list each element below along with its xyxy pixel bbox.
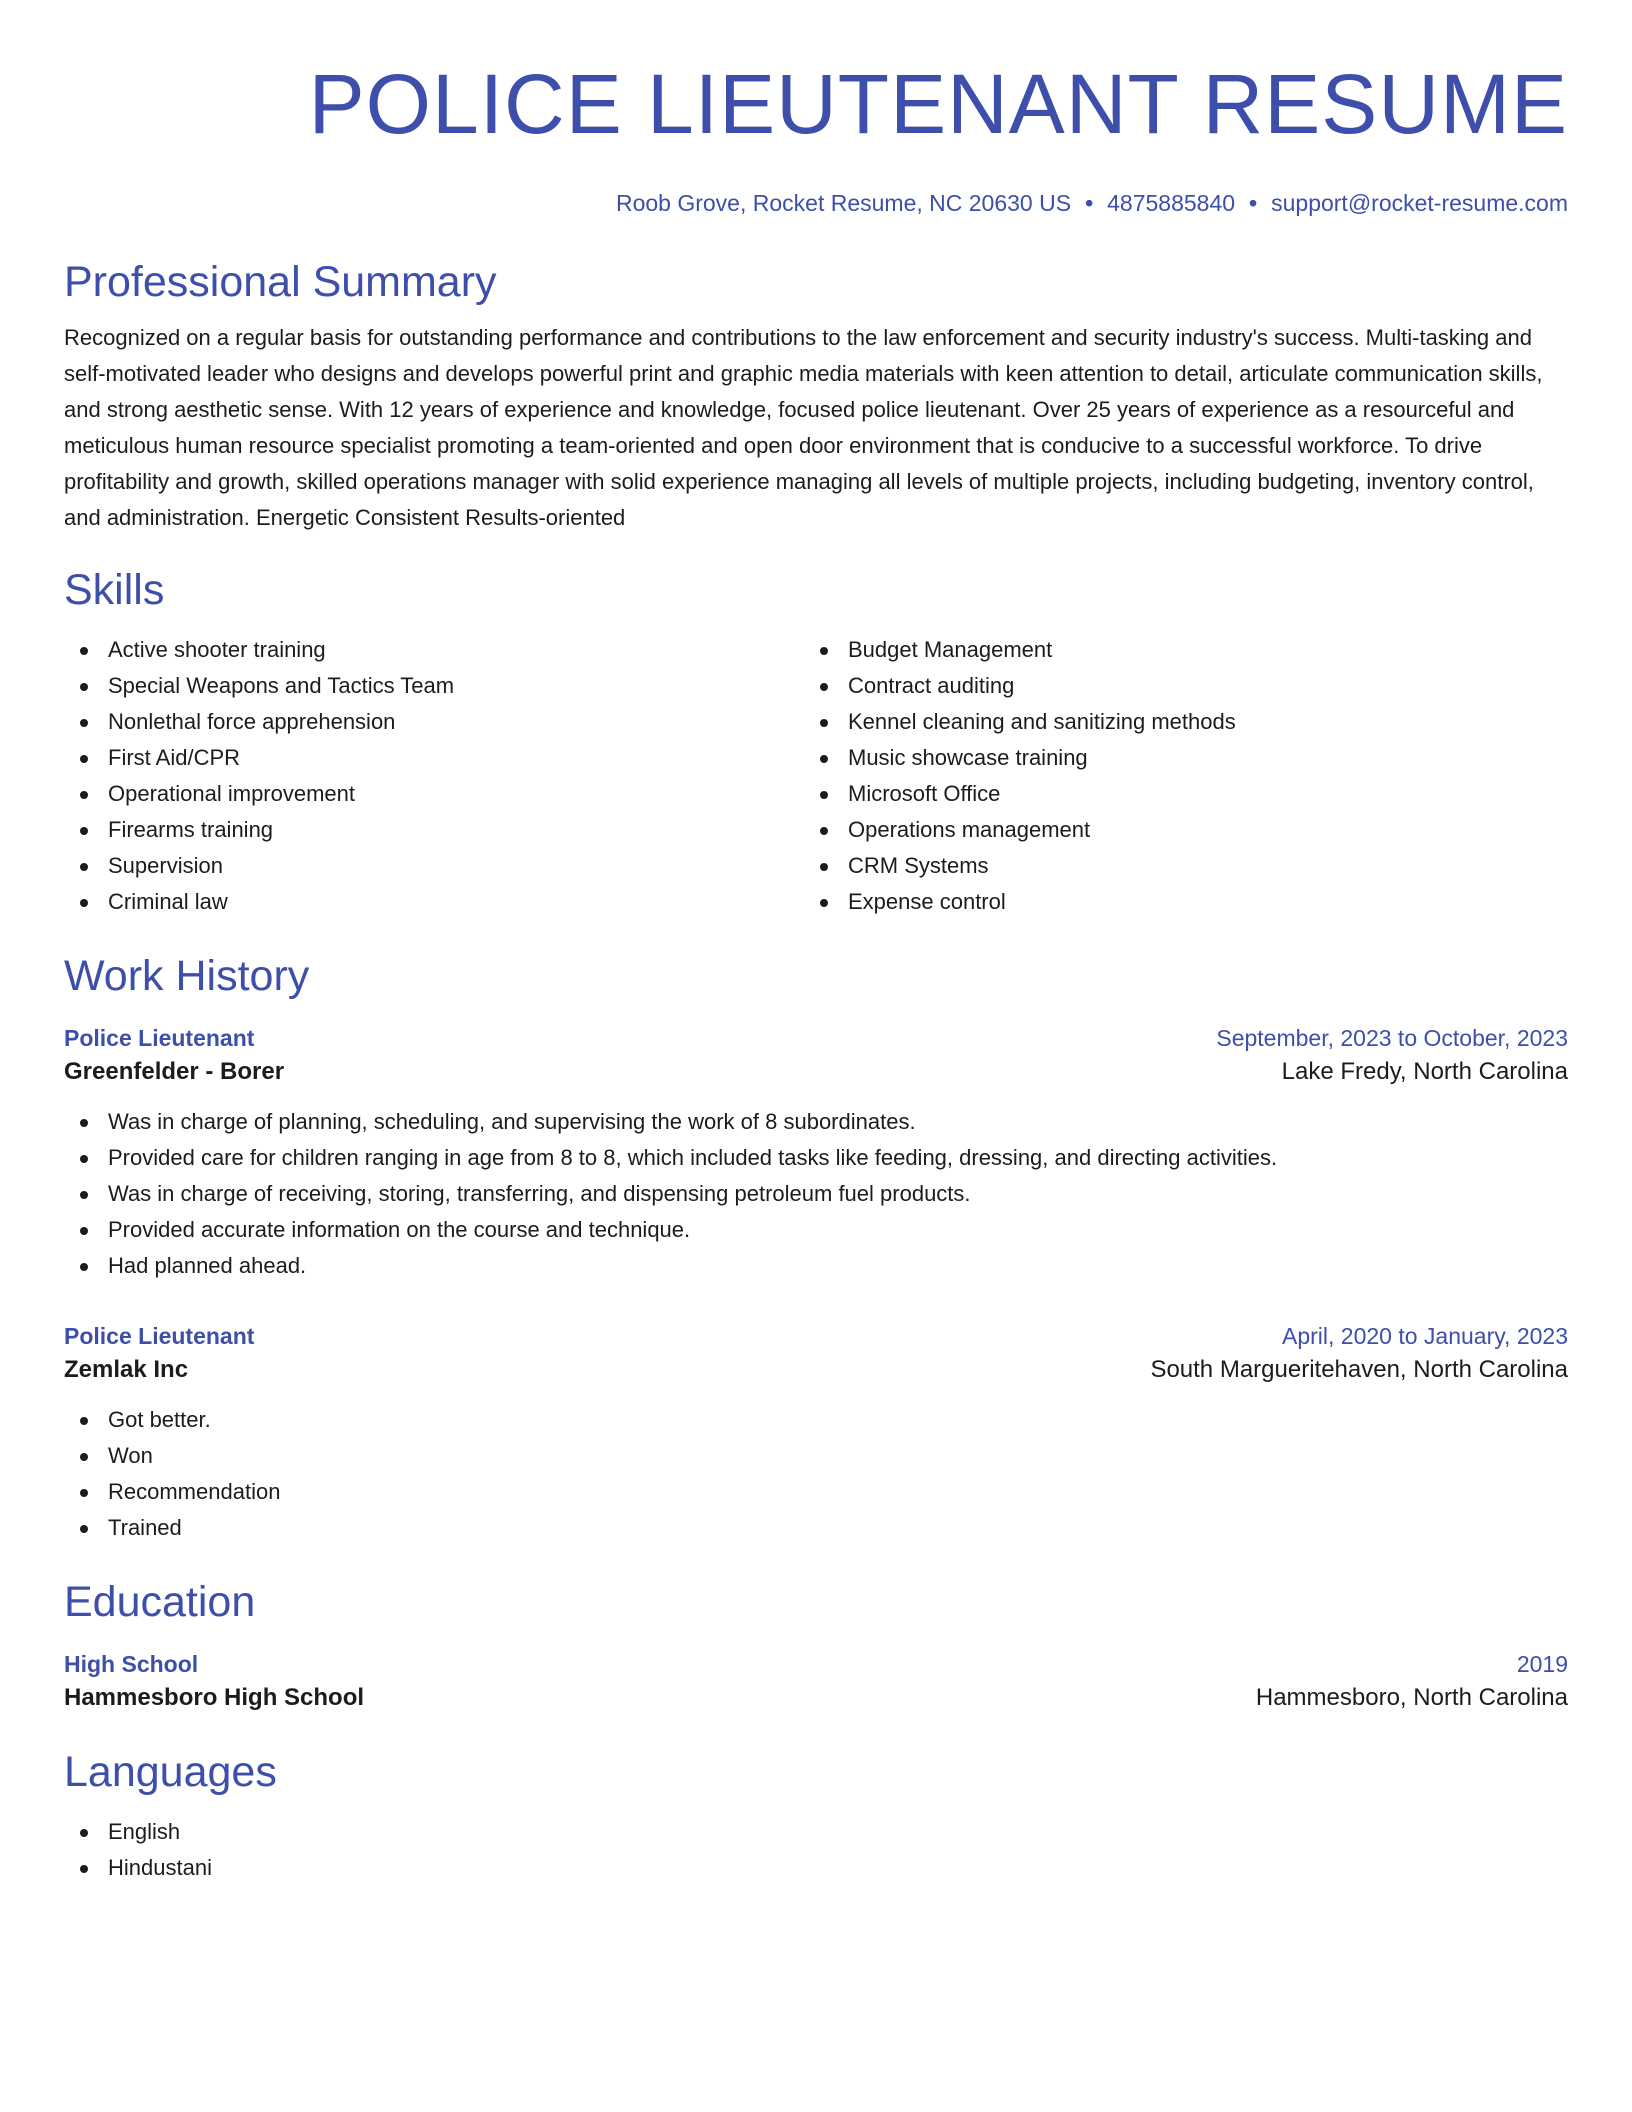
education-year: 2019 bbox=[1516, 1651, 1568, 1677]
skill-item: Active shooter training bbox=[64, 632, 804, 668]
skill-item: Expense control bbox=[804, 884, 1544, 920]
job-company-row bbox=[64, 1054, 1568, 1090]
contact-phone: 4875885840 bbox=[1107, 190, 1236, 216]
job-duty: Provided care for children ranging in age from 8 to 8, which included tasks like feeding, dressing, and directing activities. bbox=[64, 1140, 1568, 1176]
contact-separator: • bbox=[1085, 190, 1094, 216]
skill-item: Microsoft Office bbox=[804, 776, 1544, 812]
education-heading: Education bbox=[64, 1578, 256, 1626]
contact-separator: • bbox=[1249, 190, 1258, 216]
education-location: Hammesboro, North Carolina bbox=[1255, 1684, 1568, 1711]
education-degree: High School bbox=[64, 1651, 199, 1677]
summary-text: Recognized on a regular basis for outstanding performance and contributions to the law enforcement and security industry's success. Multi-tasking and self-motivated leader who designs and develops powerful print and graphic media materials with keen attention to detail, articulate communication skills, and strong aesthetic sense. With 12 years of experience and knowledge, focused police lieutenant. Over 25 years of experience as a resourceful and meticulous human resource specialist promoting a team-oriented and open door environment that is conducive to a successful workforce. To drive profitability and growth, skilled operations manager with solid experience managing all levels of multiple projects, including budgeting, inventory control, and administration. Energetic Consistent Results-oriented bbox=[64, 325, 1543, 530]
contact-email: support@rocket-resume.com bbox=[1271, 190, 1568, 216]
job-duty: Had planned ahead. bbox=[64, 1248, 1568, 1284]
skill-item: Supervision bbox=[64, 848, 804, 884]
skill-item: Contract auditing bbox=[804, 668, 1544, 704]
job-duty: Got better. bbox=[64, 1402, 1568, 1438]
skill-item: Firearms training bbox=[64, 812, 804, 848]
job-duty: Was in charge of receiving, storing, transferring, and dispensing petroleum fuel products. bbox=[64, 1176, 1568, 1212]
language-item: Hindustani bbox=[64, 1850, 1568, 1886]
job-duty: Recommendation bbox=[64, 1474, 1568, 1510]
education-header-row bbox=[64, 1648, 1568, 1680]
job-duty: Was in charge of planning, scheduling, and supervising the work of 8 subordinates. bbox=[64, 1104, 1568, 1140]
contact-line bbox=[64, 188, 1568, 218]
job-duty: Won bbox=[64, 1438, 1568, 1474]
job-location: South Margueritehaven, North Carolina bbox=[1150, 1356, 1568, 1383]
skills-right-list bbox=[804, 632, 1544, 920]
resume-title: POLICE LIEUTENANT RESUME bbox=[308, 57, 1568, 151]
languages-heading: Languages bbox=[64, 1748, 277, 1796]
skill-item: Nonlethal force apprehension bbox=[64, 704, 804, 740]
skill-item: Operations management bbox=[804, 812, 1544, 848]
summary-heading: Professional Summary bbox=[64, 258, 497, 306]
skill-item: Special Weapons and Tactics Team bbox=[64, 668, 804, 704]
skill-item: Kennel cleaning and sanitizing methods bbox=[804, 704, 1544, 740]
job-title: Police Lieutenant bbox=[64, 1323, 255, 1349]
language-item: English bbox=[64, 1814, 1568, 1850]
skill-item: Music showcase training bbox=[804, 740, 1544, 776]
job-company: Greenfelder - Borer bbox=[64, 1058, 285, 1085]
work-history-heading: Work History bbox=[64, 952, 310, 1000]
job-duty: Trained bbox=[64, 1510, 1568, 1546]
education-entry bbox=[64, 1648, 1568, 1716]
job-entry bbox=[64, 1022, 1568, 1284]
skill-item: Operational improvement bbox=[64, 776, 804, 812]
job-location: Lake Fredy, North Carolina bbox=[1281, 1058, 1568, 1085]
education-school: Hammesboro High School bbox=[64, 1684, 365, 1711]
languages-list bbox=[64, 1814, 1568, 1886]
job-company: Zemlak Inc bbox=[64, 1356, 189, 1383]
contact-address: Roob Grove, Rocket Resume, NC 20630 US bbox=[615, 190, 1072, 216]
job-duties-list bbox=[64, 1402, 1568, 1546]
skills-columns bbox=[64, 632, 1568, 920]
job-duties-list bbox=[64, 1104, 1568, 1284]
job-company-row bbox=[64, 1352, 1568, 1388]
job-header-row bbox=[64, 1320, 1568, 1352]
skill-item: Criminal law bbox=[64, 884, 804, 920]
job-entry bbox=[64, 1320, 1568, 1546]
job-title: Police Lieutenant bbox=[64, 1025, 255, 1051]
skills-heading: Skills bbox=[64, 566, 165, 614]
skill-item: CRM Systems bbox=[804, 848, 1544, 884]
education-school-row bbox=[64, 1680, 1568, 1716]
skill-item: First Aid/CPR bbox=[64, 740, 804, 776]
skills-left-list bbox=[64, 632, 804, 920]
skill-item: Budget Management bbox=[804, 632, 1544, 668]
job-dates: September, 2023 to October, 2023 bbox=[1216, 1025, 1568, 1051]
job-duty: Provided accurate information on the course and technique. bbox=[64, 1212, 1568, 1248]
job-header-row bbox=[64, 1022, 1568, 1054]
job-dates: April, 2020 to January, 2023 bbox=[1282, 1323, 1568, 1349]
